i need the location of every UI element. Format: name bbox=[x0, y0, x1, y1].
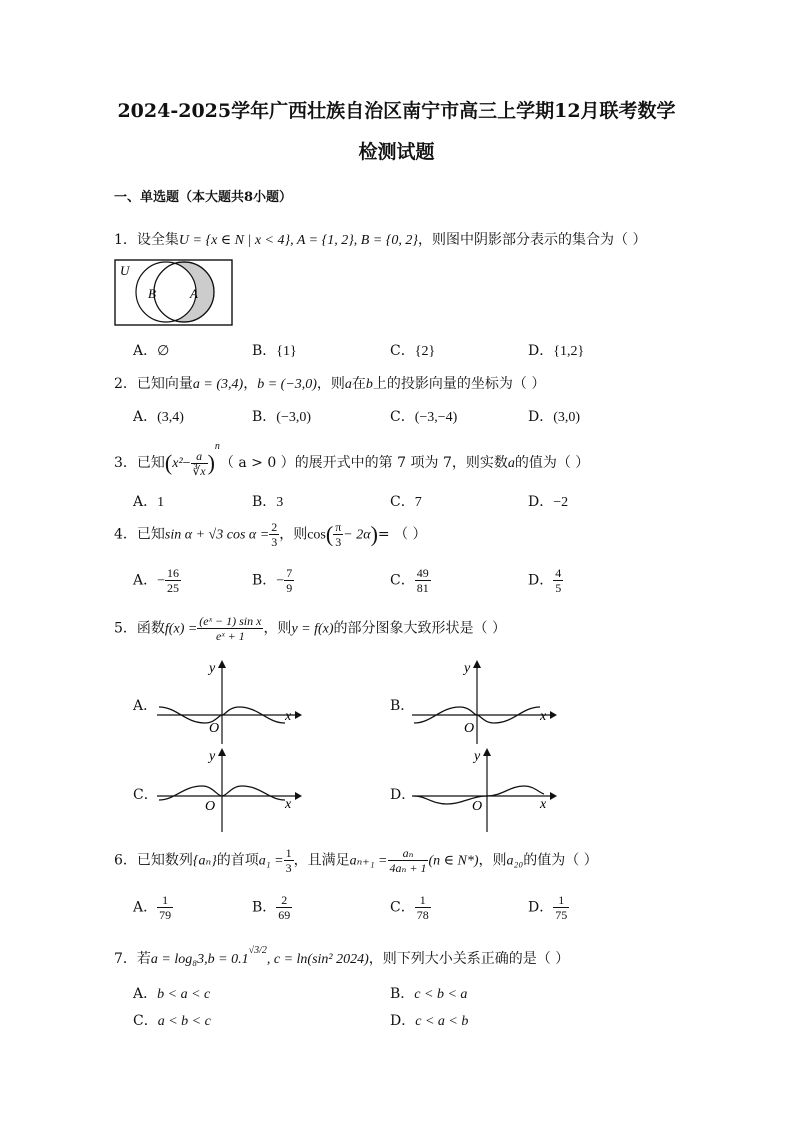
q6-option-c: C． $\frac{1}{78}$ bbox=[390, 893, 429, 922]
svg-text:O: O bbox=[209, 721, 220, 736]
q3-option-c: C．7 bbox=[390, 494, 422, 510]
svg-text:x: x bbox=[540, 709, 547, 724]
q5-option-c-label: C． bbox=[133, 787, 158, 803]
svg-text:x: x bbox=[540, 797, 547, 812]
question-2: 2．已知向量a = (3,4)，b = (−3,0)，则a在b上的投影向量的坐标为（ ） bbox=[114, 376, 546, 392]
q2-option-b: B．(−3,0) bbox=[252, 409, 312, 425]
q3-option-b: B．3 bbox=[252, 494, 284, 510]
question-7: 7．若$a = \log_83,b = 0.1^{√3/2}$, c = ln(sin² 2024)，则下列大小关系正确的是（ ） bbox=[114, 945, 570, 967]
q2-vector-b: b = (−3,0) bbox=[257, 377, 317, 392]
question-5: 5．函数f(x) = $\frac{\text{(eˣ − 1) sin x}}{\text{eˣ + 1}}$ ，则y = f(x)的部分图象大致形状是（ ） bbox=[114, 614, 506, 643]
question-1 bbox=[114, 229, 646, 249]
svg-text:y: y bbox=[209, 661, 216, 676]
q1-math: U = {x ∈ N | x < 4}, A = {1, 2}, B = {0, 2} bbox=[178, 233, 418, 248]
q7-option-a: A．b < a < c bbox=[133, 986, 211, 1002]
section-heading: 一、单选题（本大题共8小题） bbox=[114, 190, 293, 205]
venn-label-u: U bbox=[120, 263, 130, 278]
q5-option-a-label: A． bbox=[133, 698, 158, 714]
svg-text:O: O bbox=[472, 799, 483, 814]
svg-text:x: x bbox=[285, 797, 292, 812]
svg-text:y: y bbox=[474, 749, 481, 764]
venn-label-b: B bbox=[148, 286, 156, 301]
svg-text:y: y bbox=[464, 661, 471, 676]
q3-option-d: D．−2 bbox=[528, 494, 569, 510]
q7-option-c: C．a < b < c bbox=[133, 1013, 211, 1029]
q4-option-d: D． $\frac{4}{5}$ bbox=[528, 566, 562, 595]
q4-option-c: C． $\frac{49}{81}$ bbox=[390, 566, 429, 595]
q5-option-d-label: D． bbox=[390, 787, 416, 803]
page-title-line2: 检测试题 bbox=[358, 141, 435, 163]
venn-label-a: A bbox=[190, 286, 198, 301]
q5-graph-d bbox=[412, 748, 557, 832]
svg-text:O: O bbox=[205, 799, 216, 814]
q1-option-a: A．∅ bbox=[133, 343, 170, 359]
q1-text-pre: 设全集 bbox=[136, 232, 179, 248]
venn-diagram bbox=[114, 259, 234, 327]
svg-text:O: O bbox=[464, 721, 475, 736]
q6-option-a: A． $\frac{1}{79}$ bbox=[133, 893, 172, 922]
q1-option-c: C．{2} bbox=[390, 343, 436, 359]
q4-option-a: A．− $\frac{16}{25}$ bbox=[133, 566, 180, 595]
q1-option-d: D．{1,2} bbox=[528, 343, 585, 359]
q5-graph-a bbox=[157, 660, 302, 744]
q1-number: 1． bbox=[114, 232, 137, 248]
q7-option-b: B．c < b < a bbox=[390, 986, 468, 1002]
q6-option-d: D． $\frac{1}{75}$ bbox=[528, 893, 568, 922]
question-6: 6．已知数列{aₙ}的首项a₁ = $\frac{1}{3}$ ，且满足aₙ₊₁ = $\frac{\text{aₙ}}{\text{4aₙ + 1}}$ (n ∈ N*)，则a₂₀的值为（ ） bbox=[114, 846, 598, 875]
q5-graph-c bbox=[157, 748, 302, 832]
page-title-line1: 2024-2025学年广西壮族自治区南宁市高三上学期12月联考数学 bbox=[117, 100, 676, 122]
q1-text-post: ，则图中阴影部分表示的集合为（ ） bbox=[418, 232, 647, 248]
question-3: 3．已知(x²− $\frac{a}{∛x}$ )$^n$（ a > 0 ）的展开式中的第 7 项为 7，则实数a的值为（ ） bbox=[114, 441, 590, 478]
q5-graph-b bbox=[412, 660, 557, 744]
question-4: 4．已知sin α + √3 cos α = $\frac{2}{3}$ ，则cos( $\frac{\pi}{3}$ − 2α)= （ ） bbox=[114, 520, 427, 549]
svg-text:y: y bbox=[209, 749, 216, 764]
q5-option-b-label: B． bbox=[390, 698, 415, 714]
q2-option-d: D．(3,0) bbox=[528, 409, 581, 425]
q3-option-a: A．1 bbox=[133, 494, 165, 510]
q6-option-b: B． $\frac{2}{69}$ bbox=[252, 893, 291, 922]
q7-option-d: D．c < a < b bbox=[390, 1013, 469, 1029]
q4-option-b: B．− $\frac{7}{9}$ bbox=[252, 566, 293, 595]
q2-option-a: A．(3,4) bbox=[133, 409, 184, 425]
q2-option-c: C．(−3,−4) bbox=[390, 409, 458, 425]
q2-vector-a: a = (3,4) bbox=[192, 377, 244, 392]
q1-option-b: B．{1} bbox=[252, 343, 297, 359]
svg-text:x: x bbox=[285, 709, 292, 724]
